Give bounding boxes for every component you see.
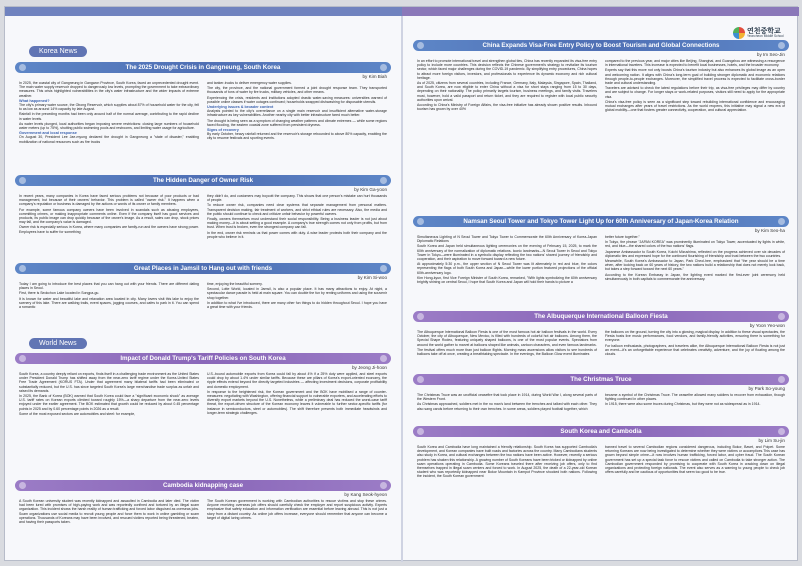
bar-decoration — [19, 265, 26, 272]
paragraph: According to China's Ministry of Foreign Affairs, the visa-free initiative has already shown positive results. Inbound tourism has grown by over 40% — [417, 103, 597, 112]
paragraph: China's visa-free policy is seen as a significant step toward rebuilding international confidence and encouraging mutual exchanges after years of travel restrictions. As the world reopens, this initiative may signal a new era of global mobility—one that fosters greater connectivity, cooperation, and cultural appreciation. — [605, 99, 785, 113]
paragraph: It is known for water and beautiful lake and relaxation area located in city. Many lovers visit this lake to enjoy the scenery of this lake. There are walking trails, event spaces, jogging courses, and cafes to park in it. You can spend a romantic — [19, 296, 199, 310]
byline: by Yoon Yeo-won — [749, 323, 785, 328]
bar-decoration — [380, 265, 387, 272]
subheading: Government and local response — [19, 131, 77, 136]
article-title-bar — [15, 62, 391, 73]
article-title: The Albuquerque International Balloon Fiesta — [534, 313, 668, 320]
article-column-right — [207, 499, 387, 525]
paragraph: Experiencing the crisis, residents and institutions adopted drastic water-saving measures: universities warned of possible online classes if water outages continued; households swapped dishwashing for disposable utensils. — [207, 95, 387, 104]
article-column-right — [605, 393, 785, 412]
paragraph: The drought is being seen as a symptom of changing weather patterns and climate extremes — while some regions faced flooding, the eastern coastal zone suffered from persistent dryness. — [207, 118, 387, 127]
bar-decoration — [19, 64, 26, 71]
school-emblem-icon — [733, 27, 745, 39]
article-column-left — [417, 393, 597, 412]
paragraph: For balloon enthusiasts, photographers, and travelers alike, the Albuquerque International Balloon Fiesta is not just an event—it's an unforgettable experience that celebrates creativity, adventure, and the joy of floating among the clouds. — [605, 343, 785, 357]
section-tag-world-news: World News — [29, 338, 87, 349]
article-jamsil — [15, 263, 391, 333]
bar-decoration — [778, 376, 785, 383]
paragraph: In response to the heightened risk, the Korean government and the BOK have mobilised a range of counter-measures: negotiating with Washington, offering financial support to vulnerable exporters, and accelerating efforts to diversify export markets beyond the U.S. Nonetheless, while a preliminary deal has reduced the worst-case tariff threat, the export-driven structure of the Korean economy leaves it vulnerable to further sector-specific tariffs (for instance in semiconductors, steel or automobiles). The shift therefore presents both immediate headwinds and longer-term strategic challenges. — [207, 389, 387, 415]
article-column-right — [605, 445, 785, 480]
bar-decoration — [380, 355, 387, 362]
article-column-left — [19, 282, 199, 310]
bar-decoration — [778, 218, 785, 225]
article-title-bar — [413, 311, 789, 322]
paragraph: Second, Lotte World, located in Jamsil, is also a popular place. It has many attractions to enjoy. At night, a spectacular dance parade is held at main square. You can double the fun by renting uniforms and using the souvenir shop together. — [207, 287, 387, 300]
article-column-right — [605, 235, 785, 285]
article-title: Great Places in Jamsil to Hang out with friends — [133, 265, 273, 272]
bar-decoration — [417, 376, 424, 383]
article-column-left — [417, 59, 597, 113]
article-column-right — [605, 330, 785, 357]
subheading: Signs of recovery — [207, 128, 239, 133]
bar-decoration — [380, 177, 387, 184]
paragraph: compared to the previous year, and major cities like Beijing, Shanghai, and Guangzhou are witnessing a resurgence in international travelers. This increase is expected to benefit local businesses, hotels, and the broader economy. — [605, 59, 785, 68]
paragraph: Japanese Ambassador to South Korea, Koichi Mizushima, reflected on the progress achieved over six decades of diplomatic ties and expressed hope for the continued flourishing of friendship and trust between the two countries. — [605, 249, 785, 258]
article-title: The 2025 Drought Crisis in Gangneung, South Korea — [125, 64, 281, 71]
article-title-bar — [15, 480, 391, 491]
article-column-right — [207, 81, 387, 145]
newspaper-spread — [4, 6, 798, 561]
article-title-bar — [413, 426, 789, 437]
paragraph: In 2025, the Bank of Korea (BOK) warned that South Korea could face a "significant economic shock" as average U.S. tariff rates on Korean exports climbed toward roughly 15%—a sharp departure from the near-zero levels enjoyed under the earlier agreement. The BOK estimated that growth could be reduced by about 0.45 percentage points in 2025 and by 0.60 percentage points in 2026 as a result. — [19, 394, 199, 411]
left-top-band — [5, 7, 402, 16]
paragraph: In 1915, there were also some truces during Christmas, but they were not as widespread as in 1914. — [605, 402, 761, 407]
byline: by Jeong Ji-hoon — [352, 365, 387, 370]
paragraph: As of 2025, citizens from several countries, including France, Germany, Italy, Malaysia, Singapore, Spain, Thailand, and South Korea, are now eligible to enter China without a visa for short stays ranging from 15 to 30 days, depending on their nationality. The policy primarily targets tourism, business meetings, and family visits. Travelers must, however, hold a valid passport and return ticket, and they are required to register with local public security authorities upon arrival. — [417, 81, 597, 102]
article-title-bar — [413, 374, 789, 385]
byline: by Kim Biah — [362, 74, 387, 79]
paragraph: The festival offers much more than just balloon flights. Morning mass ascensions allow visitors to see hundreds of balloons take off at once, creating a breathtaking spectacle. In the evenings, the Balloon Glow event illuminates — [417, 347, 597, 357]
article-column-right — [207, 372, 387, 417]
byline: by Kim Si-woo — [357, 275, 387, 280]
section-tag-korea-news: Korea News — [29, 46, 87, 57]
left-page — [5, 16, 401, 562]
paragraph: In recent years, many companies in Korea have faced serious problems not because of poor products or bad management, but because of their owners' behavior. This problem is called "owner risk." It happens when a company's reputation or business is damaged by the actions or words of its owner or family members. — [19, 194, 199, 207]
article-title: Cambodia kidnapping case — [162, 482, 244, 489]
paragraph: banned travel to several Cambodian regions considered dangerous, including Bokor, Bavet, and Poipet. Some returning Koreans are now being investigated to determine whether they were victims or accomplices.This case has grown beyond simple crime—it now involves human trafficking, forced labor, and cyber fraud. The South Korean government has set up a special task force to rescue victims and called on Cambodia to take stronger action. The Cambodian government responded by promising to cooperate with South Korea in cracking down on illegal organizations and protecting foreign nationals. The event also serves as a warning to young people to check job offers carefully and be cautious of opportunities that seem too good to be true. — [605, 445, 785, 475]
article-title: Namsan Seoul Tower and Tokyo Tower Light Up for 60th Anniversary of Japan-Korea Relation — [463, 218, 739, 225]
paragraph: Simultaneous Lighting of N Seoul Tower and Tokyo Tower to Commemorate the 60th Anniversary of Korea-Japan Diplomatic Relations — [417, 235, 597, 244]
article-column-left — [417, 235, 597, 285]
article-column-left — [417, 445, 597, 480]
paragraph: South Korea and Cambodia have long maintained a friendly relationship. South Korea has supported Cambodia's development, and Korean companies have built roads and factories across the country. Many Cambodians students also study in Korea, and cultural exchanges between the two nations have been active. However, recently a serious problem has shaken this relationship. A growing number of South Koreans have been tricked or kidnapped by online scam operations operating in Cambodia. Some Koreans traveled there after receiving job offers, only to find themselves trapped in illegal scam centers and forced to work. In August 2025, the death of a 22-year-old Korean student who was reportedly kidnapped near Bokor Mountain in Kampot Province shocked both nations. Following the incident, the South Korean government — [417, 445, 597, 479]
paragraph: As Christmas approached, soldiers met in the no man's land between the trenches and talked with each other. They also sang carols before returning to their own trenches. In some areas, soldiers played football together, which — [417, 402, 597, 411]
byline: by Lim Su-jin — [758, 438, 785, 443]
bar-decoration — [778, 428, 785, 435]
article-tower-lighting — [413, 216, 789, 308]
paragraph: South Korea and Japan held simultaneous lighting ceremonies on the evening of February 15, 2025, to mark the 60th anniversary of the normalization of diplomatic relations. Iconic landmarks—N Seoul Tower in Seoul and Tokyo Tower in Tokyo—were illuminated in a symbolic display reflecting the two nations' shared journey of friendship and cooperation, and their aspiration to move forward toward a new future. — [417, 244, 597, 262]
paragraph: For example, some famous company owners have been involved in scandals such as abusing employees, committing crimes, or making inappropriate comments online. Even if the company itself has good services and products, its public image can drop quickly because of the owner's image. As a result, sales can drop, stock prices may fall, and the company's value is damaged. — [19, 207, 199, 225]
article-balloon-fiesta — [413, 311, 789, 371]
paragraph: According to the Korean Embassy in Japan, the lighting event marked the first-ever joint ceremony held simultaneously in both capitals to commemorate the anniversary. — [605, 272, 785, 281]
paragraph: In addition to what I've introduced, there are many other fun things to do hidden throughout Seoul. I hope you have a great time with your friends. — [207, 300, 387, 310]
paragraph: A South Korean university student was recently kidnapped and assaulted in Cambodia and later died. The victim had been lured with promises of high-paying work and was reportedly confined and tortured by an illegal scam organization. This incident shows the harsh reality of human trafficking and forced labor disguised as overseas jobs. Scam organizations use social media to recruit young people and force them to work in online gambling or scam operations. Thousands of Koreans may have been involved, and rescued victims reported being threatened, beaten, and having their passports taken. — [19, 499, 199, 525]
article-column-left — [19, 499, 199, 525]
paragraph: At approximately 5:30 p.m., the upper section of N Seoul Tower was lit alternately in red and blue, the colors representing the flags of both South Korea and Japan—while the lower portion featured projections of the official 60th-anniversary logo. — [417, 262, 597, 275]
byline: by Kim Seo-ha — [754, 228, 785, 233]
article-title: China Expands Visa-Free Entry Policy to Boost Tourism and Global Connections — [482, 42, 720, 49]
paragraph: time, enjoying the beautiful scenery. — [207, 282, 263, 286]
bar-decoration — [417, 428, 424, 435]
byline: by Im Seo-Jin — [756, 52, 785, 57]
paragraph: they didn't do, and customers may boycott the company. This shows that one person's mistake can hurt thousands of people. — [207, 194, 387, 203]
paragraph: Some of the most exposed sectors are automobiles and steel: for example, — [19, 411, 136, 416]
article-korea-cambodia — [413, 426, 789, 554]
school-name-en: Yeoncheon Middle School — [747, 34, 784, 38]
paragraph: In an effort to promote international travel and strengthen global ties, China has recently expanded its visa-free entry policy to include more countries. This decision reflects the Chinese government's strategy to revitalize its tourism sector, which faced major challenges during the COVID-19 pandemic. By simplifying entry procedures, China hopes to attract more foreign visitors, investors, and professionals to experience its dynamic economy and rich cultural heritage. — [417, 59, 597, 80]
bar-decoration — [778, 42, 785, 49]
bar-decoration — [19, 177, 26, 184]
paragraph: better future together." — [605, 235, 640, 239]
article-title: The Hidden Danger of Owner Risk — [152, 177, 254, 184]
bar-decoration — [417, 42, 424, 49]
paragraph: To reduce owner risk, companies need clear systems that separate management from personal matters. Transparent decision making, fair treatment of workers, and strict ethical rules are necessary. Also, the media and the public should continue to check and criticize unfair behavior by powerful owners. — [207, 203, 387, 216]
paragraph: The city's primary water source, the Obong Reservoir, which supplies about 87% of household water for the city, fell to as low as around 14% capacity by late August. — [19, 103, 199, 112]
article-column-right — [207, 194, 387, 240]
byline: by Kang Seok-hyeon — [344, 492, 387, 497]
paragraph: became a symbol of the Christmas Truce. The ceasefire allowed many soldiers to recover from exhaustion, though fighting continued in other places. — [605, 393, 785, 402]
article-column-right — [605, 59, 785, 113]
paragraph: Kim Hong-kyun, first Vice Foreign Minister of South Korea, remarked, "With lights symbolizing the 60th anniversary brightly shining on central Seoul, I hope that South Korea and Japan will hold their hands to picture a — [417, 275, 597, 285]
article-column-left — [19, 194, 199, 240]
subheading: Underlying issues & broader context — [207, 105, 274, 110]
article-title-bar — [15, 175, 391, 186]
right-page — [403, 16, 799, 562]
paragraph: The city, the province, and the national government formed a joint drought response team. They transported thousands of tons of water by fire trucks, military vehicles, and other means. — [207, 86, 387, 95]
article-column-right — [207, 282, 387, 310]
school-name: 연천중학교 — [747, 28, 781, 35]
bar-decoration — [380, 482, 387, 489]
paragraph: In the end, owner risk reminds us that power comes with duty. A wise leader protects both their company and the people who believe in it. — [207, 230, 387, 239]
article-drought — [15, 62, 391, 171]
paragraph: and tanker-trucks to deliver emergency water supplies. — [207, 81, 292, 85]
paragraph: Experts say that this move not only boosts China's tourism industry but also enhances its global image as an open and welcoming nation. It aligns with China's long-term goal of building stronger diplomatic and economic relations through people-to-people exchanges. Moreover, the simplified travel process is expected to facilitate cross-border trade and cultural understanding. — [605, 68, 785, 86]
paragraph: Owner risk is especially serious in Korea, where many companies are family-run and the owners have strong power. Employees have to suffer for something — [19, 225, 199, 234]
paragraph: Analysts pointed to the city's overreliance on a single main reservoir and insufficient alternative water-storage infrastructure as key vulnerabilities. Another nearby city with better infrastructure fared much better. — [207, 109, 387, 118]
paragraph: Meanwhile, South Korea's Ambassador to Japan, Park Cheol-hee, emphasized that "the year should be a time when, after looking back on 60 years of history, the two nations build a relationship that does not merely look back, but takes a step forward toward the next 60 years." — [605, 259, 785, 272]
paragraph: First, there is Seokchon Lake located in Songpa-gu. — [19, 291, 100, 296]
article-column-left — [19, 81, 199, 145]
article-trump-tariff — [15, 353, 391, 477]
article-title-bar — [15, 263, 391, 274]
right-top-band — [402, 7, 799, 16]
paragraph: In 2025, the coastal city of Gangneung in Gangwon Province, South Korea, faced an unprecedented drought event. The main water supply reservoir dropped to dangerously low levels, prompting the government to take extraordinary measures. This crisis highlighted vulnerabilities in the city's water infrastructure and the wider impacts of extreme weather. — [19, 81, 199, 98]
paragraph: In Tokyo, the phrase "JAPAN KOREA" was prominently illuminated on Tokyo Tower, accentuated by lights in white, red, and blue—the shared colors of the two nations' flags. — [605, 240, 785, 249]
paragraph: The Albuquerque International Balloon Fiesta is one of the most famous hot air balloon festivals in the world. Every October, the city of Albuquerque, New Mexico, is filled with hundreds of colorful hot air balloons. Among them, the Special Shape Rodeo, featuring uniquely shaped balloons, is one of the most popular events. Spectators from around the world gather to marvel at balloons shaped like animals, cartoon characters, and even famous landmarks. — [417, 330, 597, 347]
article-cambodia-kidnapping — [15, 480, 391, 560]
school-logo — [733, 26, 793, 40]
paragraph: Travelers are advised to check the latest regulations before their trip, as visa-free privileges may differ by country and are subject to change. For longer stays or work-related purposes, visitors still need to apply for the appropriate visa. — [605, 86, 785, 99]
paragraph: Finally, owners themselves must understand their social responsibility. Being a business leader is not just about making money—it is about setting a good example. A company's true strength comes not only from profits, but from trust. When trust is broken, even the strongest company can fall. — [207, 217, 387, 230]
article-column-left — [417, 330, 597, 357]
article-christmas-truce — [413, 374, 789, 422]
subheading: What happened? — [19, 98, 50, 103]
paragraph: As water levels plunged, local authorities began imposing severe restrictions: closing large numbers of household water meters (up to 75%), shutting public swimming pools and restrooms, and limiting water usage for agriculture. — [19, 121, 199, 131]
bar-decoration — [380, 64, 387, 71]
paragraph: Today I am going to introduce the best places that you can hang out with your friends. There are different dating places in Seoul. — [19, 282, 199, 291]
article-owner-risk — [15, 175, 391, 259]
paragraph: Rainfall in the preceding months had been only around half of the normal average, contributing to the rapid decline in water levels. — [19, 112, 199, 121]
article-title-bar — [15, 353, 391, 364]
bar-decoration — [417, 313, 424, 320]
paragraph: South Korea, a country deeply reliant on exports, finds itself in a challenging trade environment as the United States under President Donald Trump has shifted away from the near-zero tariff regime under the Korea-United States Free Trade Agreement (KORUS FTA). Under that agreement many bilateral tariffs had been eliminated or substantially reduced, but the U.S. has since targeted South Korea's large merchandise trade surplus as unfair and raised its demands. — [19, 372, 199, 393]
byline: by Park So-young — [748, 386, 785, 391]
article-china-visa — [413, 40, 789, 156]
bar-decoration — [19, 482, 26, 489]
bar-decoration — [778, 313, 785, 320]
article-title: Impact of Donald Trump's Tariff Policies on South Korea — [120, 355, 286, 362]
article-title-bar — [413, 40, 789, 51]
paragraph: U.S.-bound automobile exports from Korea could fall by about 4% if a 25% duty were applied, and steel exports could drop by about 1.4% under similar tariffs. Because these are pillars of Korea's export-oriented economy, the ripple effects extend beyond the directly targeted industries — affecting investment decisions, corporate profitability and domestic employment. — [207, 372, 387, 389]
paragraph: The Christmas Truce was an unofficial ceasefire that took place in 1914, during World War I, along several parts of the Western Front. — [417, 393, 597, 402]
article-column-left — [19, 372, 199, 417]
paragraph: By early October, heavy rainfall returned and the reservoir's storage rebounded to above 80% capacity, enabling the city to resume festivals and sporting events. — [207, 132, 387, 141]
paragraph: The South Korean government is working with Cambodian authorities to rescue victims and stop these crimes. Anyone receiving overseas job offers should carefully check the employer and report suspicious activity. Experts emphasize that safety education and information verification are essential before leaving abroad. This is not just a story from a distant country. As online job offers increase, everyone should remember that anyone can become a target of digital luring crimes. — [207, 499, 387, 520]
article-title: South Korea and Cambodia — [560, 428, 642, 435]
paragraph: the balloons on the ground, turning the city into a glowing, magical display. In addition to these visual spectacles, the Fiesta hosts live music performances, food vendors, and family-friendly activities, ensuring there is something for everyone. — [605, 330, 785, 343]
paragraph: On August 30, President Lee Jae-myung declared the drought in Gangneung a "state of disaster," enabling mobilization of national resources such as fire trucks — [19, 135, 199, 144]
bar-decoration — [19, 355, 26, 362]
article-title: The Christmas Truce — [570, 376, 632, 383]
byline: by Kim Ga-yoon — [354, 187, 387, 192]
bar-decoration — [417, 218, 424, 225]
article-title-bar — [413, 216, 789, 227]
